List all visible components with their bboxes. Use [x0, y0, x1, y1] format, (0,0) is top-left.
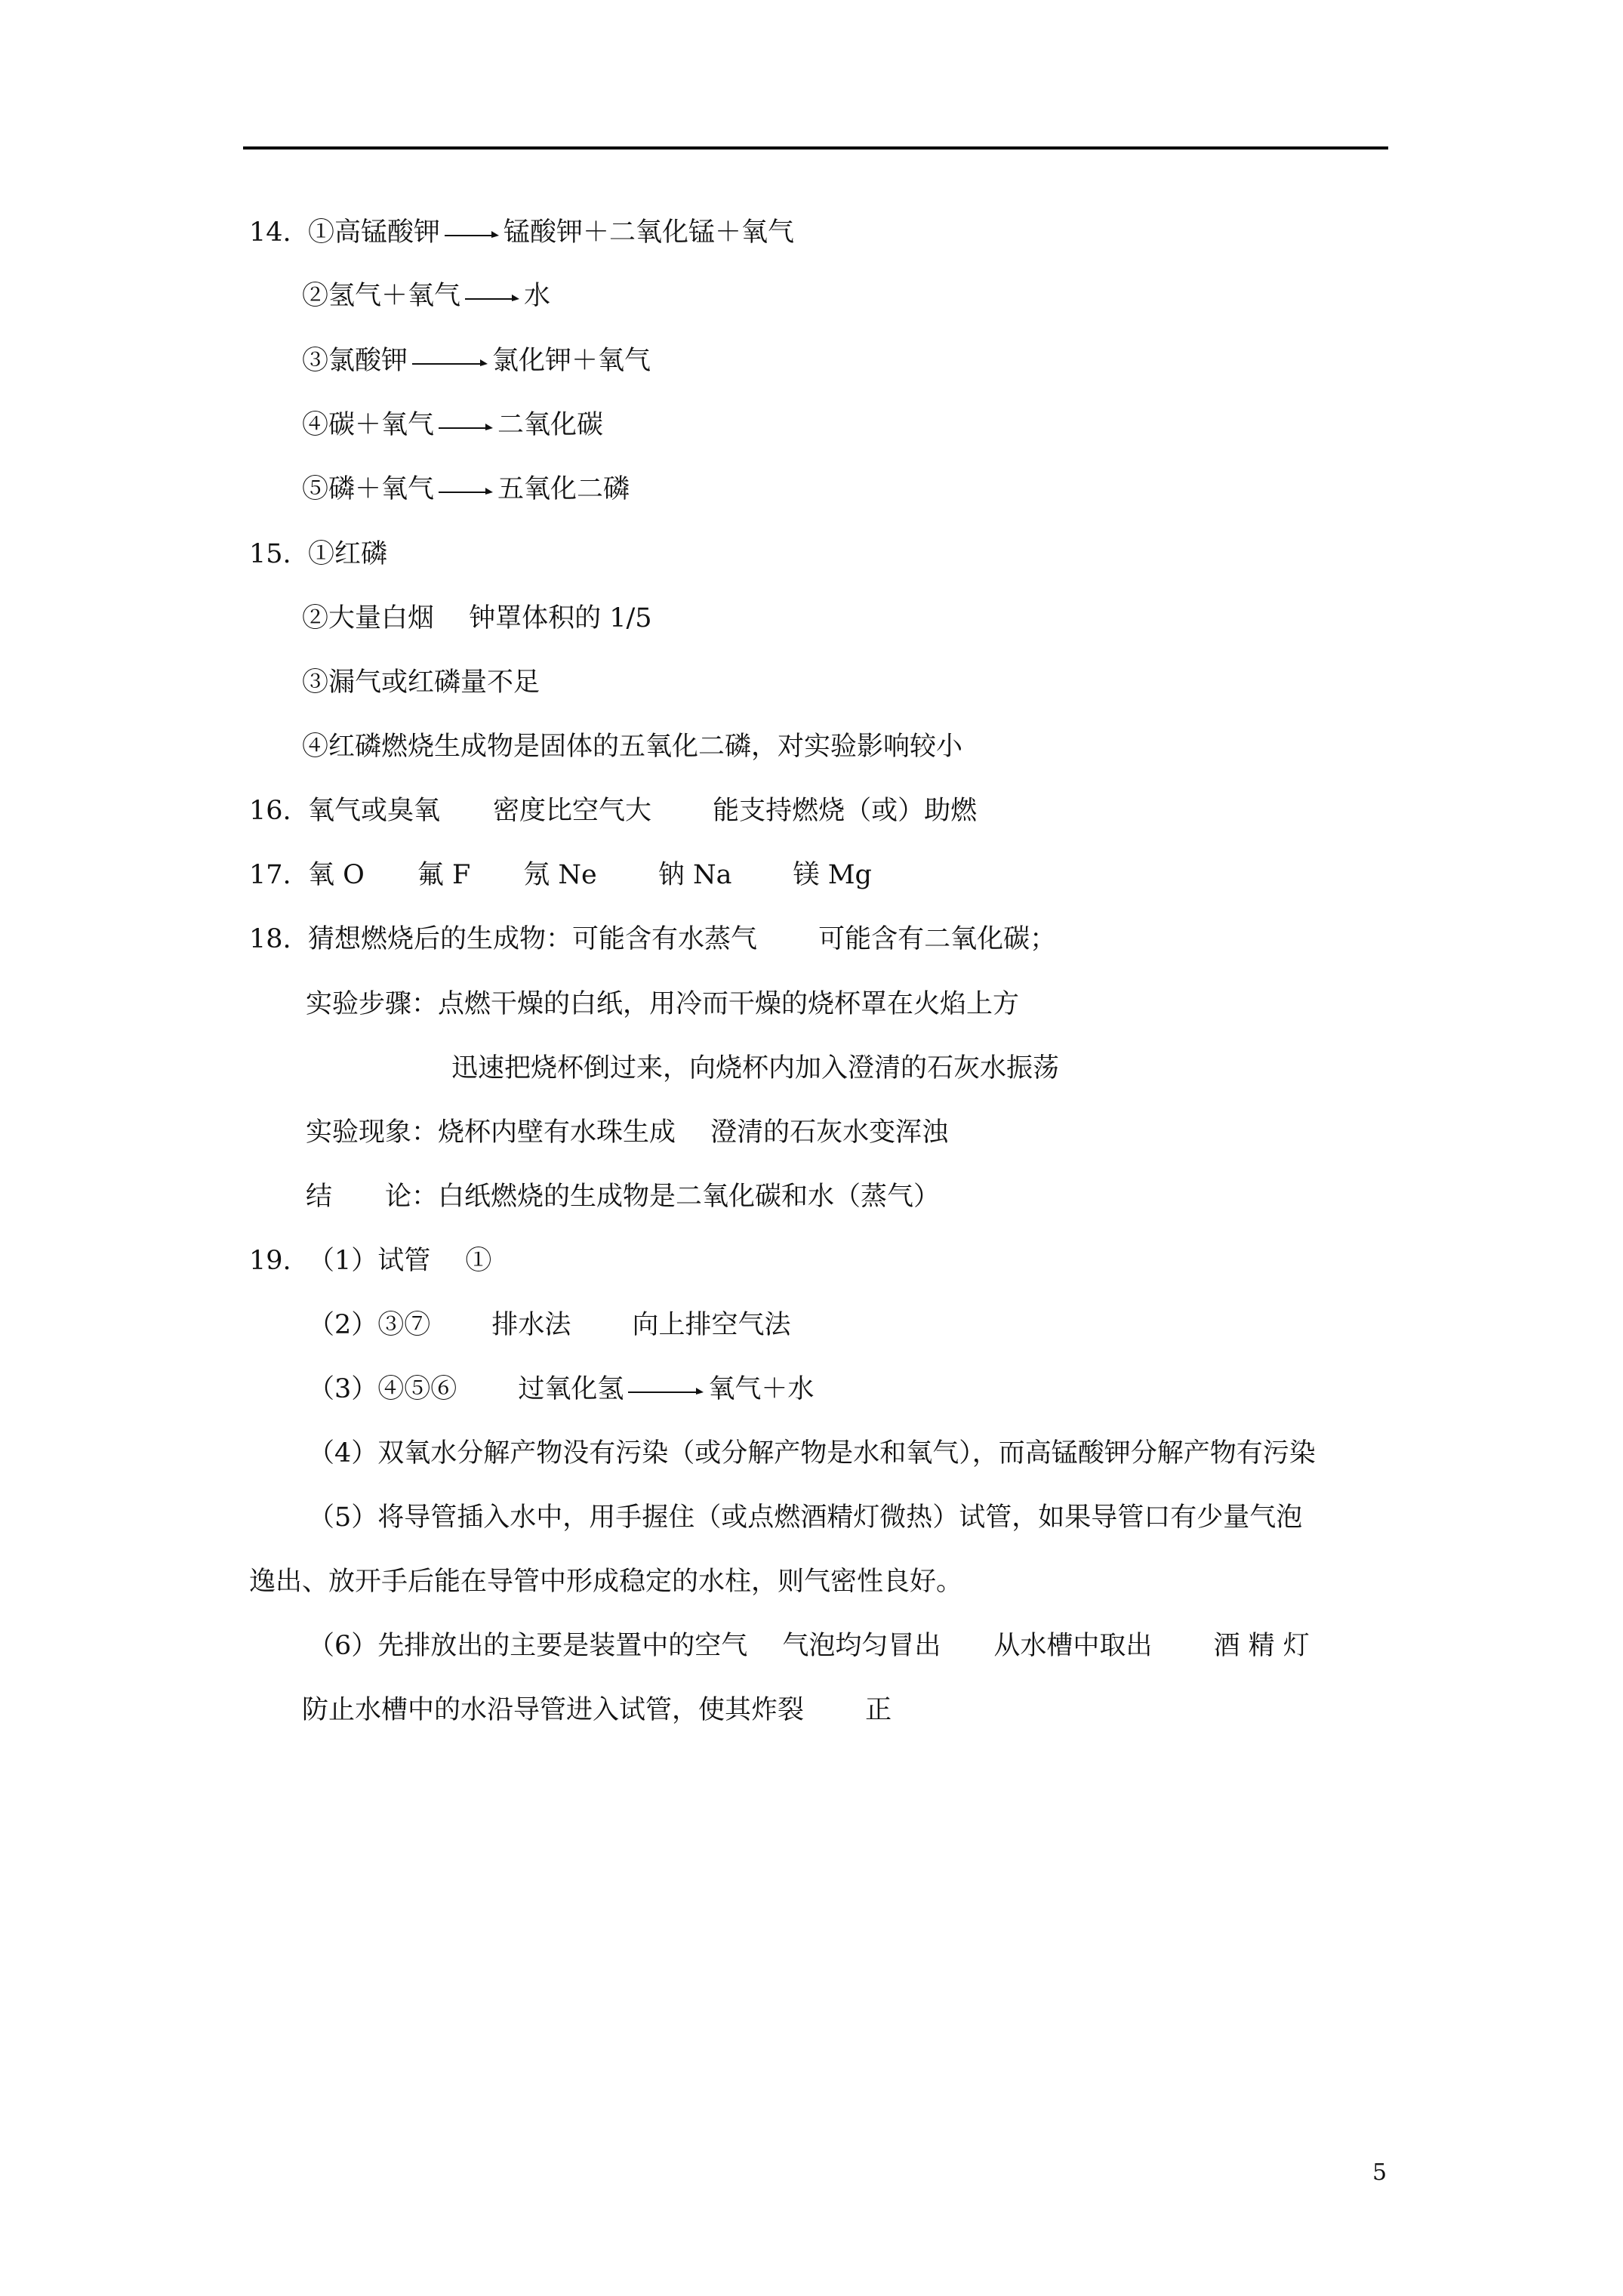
q19-number: 19. — [249, 1246, 291, 1276]
q18-line — [249, 923, 1056, 956]
q14-r5-reactant: ⑤磷＋氧气 — [302, 474, 435, 504]
reaction-arrow-icon — [465, 292, 519, 303]
q14-r1-product: 锰酸钾＋二氧化锰＋氧气 — [504, 217, 795, 248]
reaction-arrow-icon — [412, 357, 488, 368]
q19-part-4: （4）双氧水分解产物没有污染（或分解产物是水和氧气），而高锰酸钾分解产物有污染 — [308, 1438, 1316, 1469]
reaction-arrow-icon — [445, 229, 499, 239]
q15-answer-3: ③漏气或红磷量不足 — [302, 667, 540, 698]
q19-part-5b: 逸出、放开手后能在导管中形成稳定的水柱，则气密性良好。 — [249, 1567, 963, 1597]
q19-line-1 — [249, 1244, 491, 1277]
q14-r3-reactant: ③氯酸钾 — [302, 346, 408, 376]
q19-part-3-reactant: （3）④⑤⑥ 过氧化氢 — [308, 1374, 624, 1404]
q16-line — [249, 794, 977, 827]
q14-r2-product: 水 — [524, 281, 551, 311]
q14-r2-reactant: ②氢气＋氧气 — [302, 281, 461, 311]
q14-line-1 — [249, 216, 794, 249]
q14-r4-product: 二氧化碳 — [497, 410, 604, 440]
q18-number: 18. — [249, 924, 291, 954]
q19-part-3-product: 氧气＋水 — [708, 1374, 815, 1404]
q15-answer-1: ①红磷 — [308, 539, 388, 569]
q15-answer-4: ④红磷燃烧生成物是固体的五氧化二磷，对实验影响较小 — [302, 732, 963, 762]
q15-answer-2: ②大量白烟 钟罩体积的 1/5 — [302, 603, 652, 633]
q14-line-5 — [302, 473, 630, 506]
q14-r3-product: 氯化钾＋氧气 — [492, 346, 651, 376]
q14-line-2 — [302, 279, 550, 313]
reaction-arrow-icon — [439, 421, 493, 432]
q14-r5-product: 五氧化二磷 — [497, 474, 630, 504]
q19-part-6a: （6）先排放出的主要是装置中的空气 气泡均匀冒出 从水槽中取出 酒 精 灯 — [308, 1631, 1310, 1661]
q17-answer: 氧 O 氟 F 氖 Ne 钠 Na 镁 Mg — [308, 860, 872, 890]
page-number: 5 — [1372, 2159, 1387, 2186]
q19-part-2: （2）③⑦ 排水法 向上排空气法 — [308, 1310, 791, 1340]
q14-r4-reactant: ④碳＋氧气 — [302, 410, 435, 440]
header-rule — [243, 146, 1388, 149]
q14-r1-reactant: ①高锰酸钾 — [308, 217, 441, 248]
q16-answer: 氧气或臭氧 密度比空气大 能支持燃烧（或）助燃 — [308, 796, 978, 826]
q15-line-1 — [249, 538, 387, 571]
q14-line-4 — [302, 408, 603, 442]
q19-part-5a: （5）将导管插入水中，用手握住（或点燃酒精灯微热）试管，如果导管口有少量气泡 — [308, 1502, 1303, 1533]
q19-part-6b: 防止水槽中的水沿导管进入试管，使其炸裂 正 — [302, 1695, 892, 1725]
reaction-arrow-icon — [628, 1385, 704, 1396]
q14-number: 14. — [249, 217, 291, 248]
q18-phenomenon: 实验现象：烧杯内壁有水珠生成 澄清的石灰水变浑浊 — [306, 1117, 949, 1148]
q17-number: 17. — [249, 860, 291, 890]
q16-number: 16. — [249, 796, 291, 826]
q18-steps-2: 迅速把烧杯倒过来，向烧杯内加入澄清的石灰水振荡 — [451, 1053, 1060, 1083]
q18-conclusion: 结 论：白纸燃烧的生成物是二氧化碳和水（蒸气） — [306, 1182, 941, 1212]
q14-line-3 — [302, 344, 651, 378]
q18-steps-1: 实验步骤：点燃干燥的白纸，用冷而干燥的烧杯罩在火焰上方 — [306, 989, 1020, 1019]
q19-part-1: （1）试管 ① — [308, 1246, 492, 1276]
reaction-arrow-icon — [439, 485, 493, 496]
q19-part-3 — [308, 1373, 814, 1406]
q18-guess: 猜想燃烧后的生成物：可能含有水蒸气 可能含有二氧化碳； — [308, 924, 1057, 954]
q15-number: 15. — [249, 539, 291, 569]
q17-line — [249, 858, 872, 892]
